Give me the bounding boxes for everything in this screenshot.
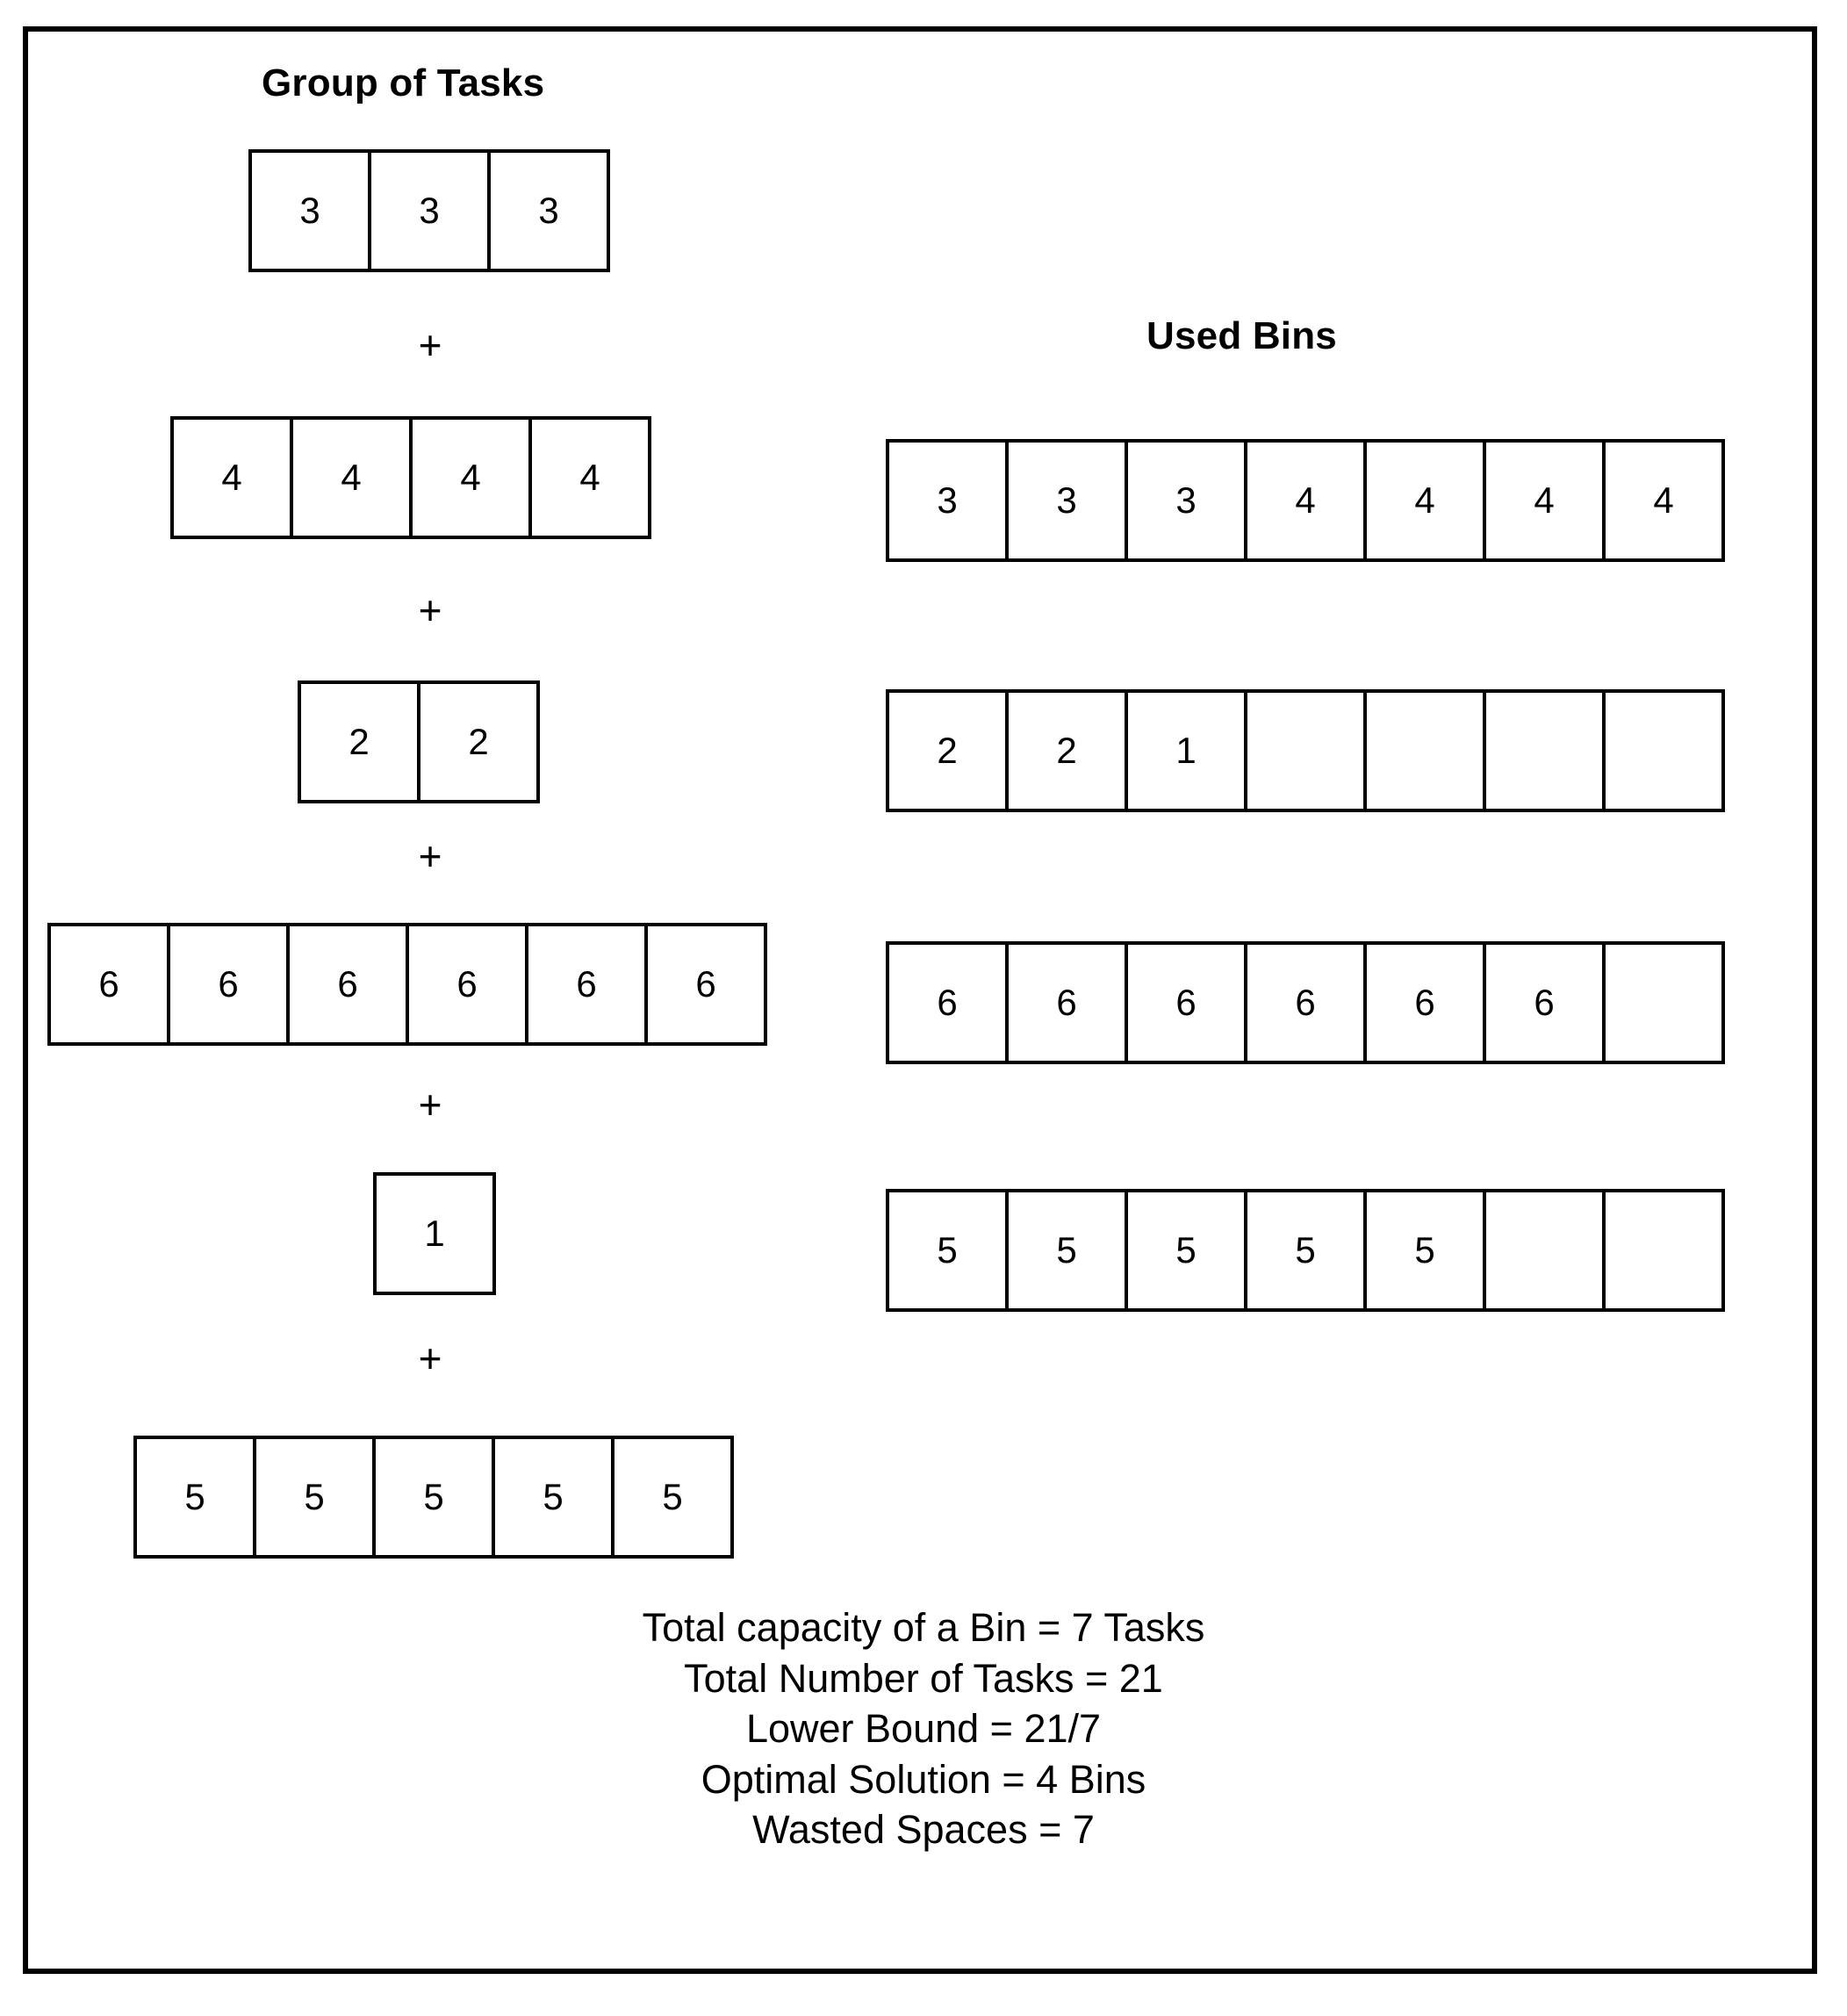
bin-cell: 6 xyxy=(1125,941,1247,1064)
summary-wasted-spaces: Wasted Spaces = 7 xyxy=(752,1807,1095,1853)
task-cell: 6 xyxy=(167,923,290,1046)
task-cell: 4 xyxy=(290,416,413,539)
task-cell: 4 xyxy=(170,416,293,539)
plus-operator: + xyxy=(418,833,442,879)
bin-cell: 2 xyxy=(886,689,1009,812)
bin-row xyxy=(886,941,1721,1064)
bin-cell: 6 xyxy=(1005,941,1128,1064)
bin-cell-empty xyxy=(1602,1189,1725,1312)
bin-cell: 2 xyxy=(1005,689,1128,812)
bin-cell: 6 xyxy=(886,941,1009,1064)
summary-capacity: Total capacity of a Bin = 7 Tasks xyxy=(642,1605,1205,1650)
plus-operator: + xyxy=(418,1336,442,1381)
task-cell: 1 xyxy=(373,1172,496,1295)
task-cell: 5 xyxy=(133,1436,256,1559)
task-cell: 6 xyxy=(47,923,170,1046)
task-group-row xyxy=(298,680,536,803)
used-bins-heading: Used Bins xyxy=(1146,314,1337,357)
bin-cell: 6 xyxy=(1483,941,1606,1064)
bin-cell: 5 xyxy=(1125,1189,1247,1312)
bin-cell: 4 xyxy=(1602,439,1725,562)
task-cell: 2 xyxy=(417,680,540,803)
task-cell: 5 xyxy=(372,1436,495,1559)
task-group-row xyxy=(47,923,764,1046)
bin-cell-empty xyxy=(1483,689,1606,812)
bin-cell: 4 xyxy=(1244,439,1367,562)
group-of-tasks-heading: Group of Tasks xyxy=(262,61,545,104)
task-cell: 6 xyxy=(644,923,767,1046)
bin-row xyxy=(886,1189,1721,1312)
task-cell: 6 xyxy=(286,923,409,1046)
bin-row xyxy=(886,439,1721,562)
task-cell: 5 xyxy=(492,1436,614,1559)
bin-cell: 4 xyxy=(1363,439,1486,562)
task-group-row xyxy=(373,1172,492,1295)
task-cell: 6 xyxy=(525,923,648,1046)
bin-cell: 5 xyxy=(1363,1189,1486,1312)
task-cell: 4 xyxy=(528,416,651,539)
task-group-row xyxy=(170,416,648,539)
bin-cell: 1 xyxy=(1125,689,1247,812)
bin-cell: 5 xyxy=(1244,1189,1367,1312)
bin-cell: 6 xyxy=(1244,941,1367,1064)
bin-cell: 3 xyxy=(886,439,1009,562)
bin-row xyxy=(886,689,1721,812)
task-group-row xyxy=(248,149,607,272)
task-cell: 3 xyxy=(368,149,491,272)
summary-block xyxy=(0,1602,1847,1855)
bin-cell: 3 xyxy=(1005,439,1128,562)
summary-optimal-solution: Optimal Solution = 4 Bins xyxy=(701,1756,1146,1802)
task-cell: 5 xyxy=(611,1436,734,1559)
bin-cell: 4 xyxy=(1483,439,1606,562)
bin-cell-empty xyxy=(1602,689,1725,812)
task-cell: 3 xyxy=(248,149,371,272)
task-cell: 3 xyxy=(487,149,610,272)
task-group-row xyxy=(133,1436,730,1559)
bin-cell: 3 xyxy=(1125,439,1247,562)
bin-cell: 5 xyxy=(1005,1189,1128,1312)
summary-lower-bound: Lower Bound = 21/7 xyxy=(745,1706,1102,1752)
bin-cell: 5 xyxy=(886,1189,1009,1312)
task-cell: 2 xyxy=(298,680,420,803)
task-cell: 6 xyxy=(406,923,528,1046)
plus-operator: + xyxy=(418,587,442,633)
bin-cell-empty xyxy=(1244,689,1367,812)
bin-cell-empty xyxy=(1363,689,1486,812)
task-cell: 5 xyxy=(253,1436,376,1559)
plus-operator: + xyxy=(418,1082,442,1127)
task-cell: 4 xyxy=(409,416,532,539)
bin-cell: 6 xyxy=(1363,941,1486,1064)
bin-cell-empty xyxy=(1602,941,1725,1064)
plus-operator: + xyxy=(418,322,442,368)
bin-cell-empty xyxy=(1483,1189,1606,1312)
summary-total-tasks: Total Number of Tasks = 21 xyxy=(684,1655,1163,1701)
